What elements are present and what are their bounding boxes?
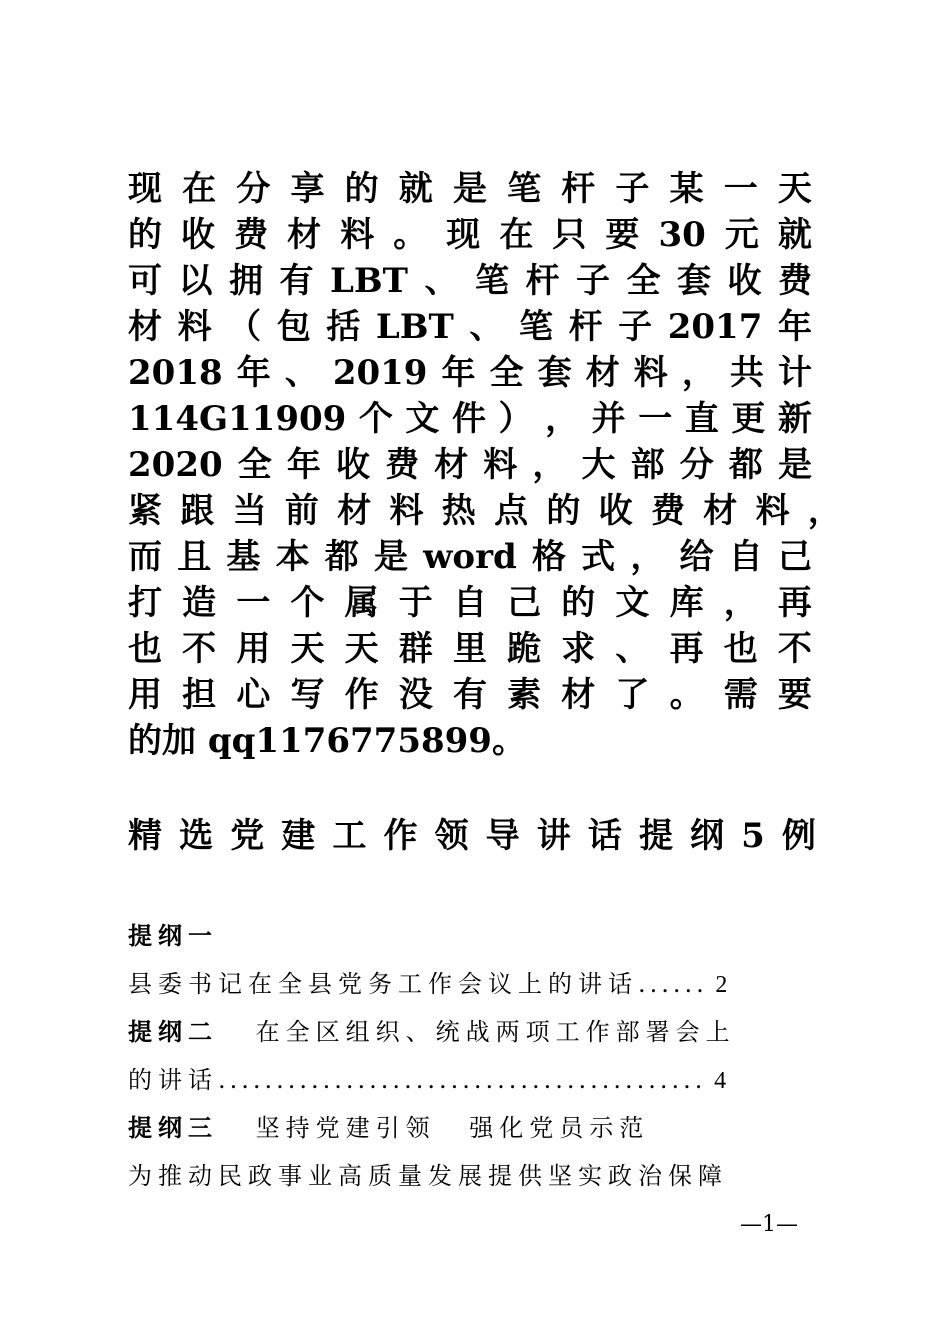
toc-row[interactable] xyxy=(128,1152,824,1200)
intro-line: 而 且 基 本 都 是 word 格 式 ， 给 自 己 xyxy=(128,537,812,577)
toc-title: 坚持党建引领 xyxy=(255,1114,436,1142)
toc-label: 提纲三 xyxy=(128,1113,218,1142)
toc-leader-dots: ...... xyxy=(638,970,708,998)
toc-title: 县委书记在全县党务工作会议上的讲话 xyxy=(128,970,638,998)
toc-row[interactable] xyxy=(128,1056,824,1104)
intro-line: 可 以 拥 有 LBT 、 笔 杆 子 全 套 收 费 xyxy=(128,261,812,301)
toc-row[interactable] xyxy=(128,960,824,1008)
intro-line: 的 收 费 材 料 。 现 在 只 要 30 元 就 xyxy=(128,215,812,255)
intro-line: 现 在 分 享 的 就 是 笔 杆 子 某 一 天 xyxy=(128,169,812,209)
toc-page-number: 4 xyxy=(714,1068,727,1094)
intro-line: 的加 qq1176775899。 xyxy=(128,721,526,761)
intro-line: 2020 全 年 收 费 材 料 ， 大 部 分 都 是 xyxy=(128,445,812,485)
toc-title: 在全区组织、统战两项工作部署会上 xyxy=(255,1018,736,1046)
toc-page-number: 2 xyxy=(715,972,728,998)
toc-label: 提纲一 xyxy=(128,921,218,950)
intro-line: 也 不 用 天 天 群 里 跪 求 、 再 也 不 xyxy=(128,629,812,669)
toc-row[interactable] xyxy=(128,1008,824,1056)
toc-title: 强化党员示范 xyxy=(469,1114,650,1142)
page-number-footer: —1— xyxy=(740,1212,798,1237)
intro-line: 材 料 （ 包 括 LBT 、 笔 杆 子 2017 年 xyxy=(128,307,812,347)
intro-paragraph xyxy=(128,166,842,764)
intro-line: 114G11909 个 文 件 ） ， 并 一 直 更 新 xyxy=(128,399,812,439)
toc-leader-dots: .......................................... xyxy=(218,1066,707,1094)
toc-label: 提纲二 xyxy=(128,1017,218,1046)
toc-title: 为推动民政事业高质量发展提供坚实政治保障 xyxy=(128,1162,728,1190)
intro-line: 用 担 心 写 作 没 有 素 材 了 。 需 要 xyxy=(128,675,812,715)
table-of-contents xyxy=(128,912,824,1200)
document-title: 精 选 党 建 工 作 领 导 讲 话 提 纲 5 例 xyxy=(128,816,816,856)
intro-line: 2018 年 、 2019 年 全 套 材 料 ， 共 计 xyxy=(128,353,812,393)
toc-row[interactable] xyxy=(128,1104,824,1152)
toc-title: 的讲话 xyxy=(128,1066,218,1094)
toc-row xyxy=(128,912,824,960)
intro-line: 紧 跟 当 前 材 料 热 点 的 收 费 材 料 ， xyxy=(128,491,842,531)
intro-line: 打 造 一 个 属 于 自 己 的 文 库 ， 再 xyxy=(128,583,812,623)
